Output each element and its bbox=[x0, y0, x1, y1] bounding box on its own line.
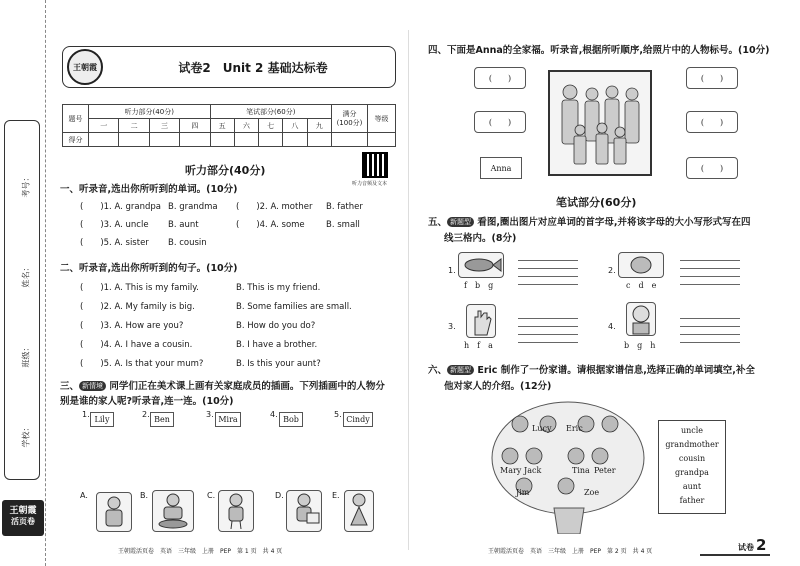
q3-name-1[interactable]: Lily bbox=[90, 412, 114, 427]
tree-lucy: Lucy bbox=[532, 424, 552, 433]
score-cell[interactable] bbox=[210, 133, 234, 147]
boy-icon bbox=[219, 491, 253, 531]
hand-icon bbox=[467, 305, 495, 337]
q2-title: 二、听录音,选出你所听到的句子。(10分) bbox=[60, 263, 238, 274]
q2-item-4b: B. I have a brother. bbox=[236, 340, 318, 350]
family-photo bbox=[548, 70, 652, 176]
q5-num-4: 4. bbox=[608, 322, 616, 331]
q2-item-3b: B. How do you do? bbox=[236, 321, 316, 331]
listening-col: 听力部分(40分) bbox=[89, 105, 211, 119]
q6-prefix: 六、 bbox=[428, 365, 448, 376]
q5-letters-2[interactable]: c d e bbox=[626, 281, 657, 290]
q5-lines-3[interactable] bbox=[518, 314, 578, 346]
q3-name-5[interactable]: Cindy bbox=[343, 412, 373, 427]
q1-item-5a: ( )5. A. sister bbox=[80, 238, 149, 248]
q1-item-4a: ( )4. A. some bbox=[236, 220, 305, 230]
exam-tag-label: 试卷 bbox=[738, 543, 754, 552]
col-8: 八 bbox=[283, 119, 307, 133]
q5-num-2: 2. bbox=[608, 266, 616, 275]
score-cell[interactable] bbox=[234, 133, 258, 147]
man-with-sign-icon bbox=[287, 491, 321, 531]
tree-tina: Tina bbox=[572, 466, 590, 475]
q3-num-1: 1. bbox=[82, 410, 90, 419]
word-bank bbox=[658, 420, 726, 514]
q5-lines-1[interactable] bbox=[518, 256, 578, 288]
q5-lines-2[interactable] bbox=[680, 256, 740, 288]
q3-title-1: 同学们正在美术课上画有关家庭成员的插画。下列插画中的人物分 bbox=[109, 381, 385, 392]
q1-item-1a: ( )1. A. grandpa bbox=[80, 202, 161, 212]
q3-name-2[interactable]: Ben bbox=[150, 412, 174, 427]
q2-item-1a: ( )1. A. This is my family. bbox=[80, 283, 199, 293]
family-tree bbox=[488, 398, 646, 534]
girl-icon bbox=[345, 491, 373, 531]
score-cell[interactable] bbox=[283, 133, 307, 147]
q5-title bbox=[428, 216, 751, 230]
total-col: 满分 (100分) bbox=[332, 105, 368, 133]
q1-item-5b: B. cousin bbox=[168, 238, 207, 248]
q3-pic-c-label: C. bbox=[207, 491, 216, 500]
grandmother-icon bbox=[627, 303, 655, 335]
q3-prefix: 三、 bbox=[60, 381, 80, 392]
word-uncle[interactable]: uncle bbox=[680, 426, 704, 435]
col-2: 二 bbox=[119, 119, 149, 133]
exam-tag-number: 2 bbox=[756, 536, 767, 554]
score-cell[interactable] bbox=[149, 133, 179, 147]
q6-title bbox=[428, 364, 755, 378]
q4-title: 四、下面是Anna的全家福。听录音,根据所听顺序,给照片中的人物标号。(10分) bbox=[428, 45, 770, 56]
tree-eric: Eric bbox=[566, 424, 583, 433]
q5-pic-grandma bbox=[626, 302, 656, 336]
q4-blank-2[interactable]: ( ) bbox=[474, 111, 526, 133]
q3-pic-d-label: D. bbox=[275, 491, 284, 500]
col-9: 九 bbox=[307, 119, 331, 133]
person-icon bbox=[97, 493, 131, 531]
q3-pic-e-label: E. bbox=[332, 491, 340, 500]
q6-title-1: Eric 制作了一份家谱。请根据家谱信息,选择正确的单词填空,补全 bbox=[477, 365, 755, 376]
q3-pic-c[interactable] bbox=[218, 490, 254, 532]
word-cousin[interactable]: cousin bbox=[678, 454, 706, 463]
grade-col: 等级 bbox=[368, 105, 396, 133]
qr-caption: 听力音频及文本 bbox=[352, 181, 388, 187]
q5-title-1: 看图,圈出图片对应单词的首字母,并将该字母的大小写形式写在四 bbox=[477, 217, 751, 228]
writing-heading: 笔试部分(60分) bbox=[556, 196, 637, 209]
class-label: 班级： bbox=[21, 343, 31, 368]
tree-jim: Jim bbox=[516, 488, 530, 497]
q1-item-4b: B. small bbox=[326, 220, 360, 230]
tree-zoe: Zoe bbox=[584, 488, 600, 497]
score-cell[interactable] bbox=[89, 133, 119, 147]
q3-pic-b-label: B. bbox=[140, 491, 149, 500]
q3-name-3[interactable]: Mira bbox=[215, 412, 241, 427]
tree-mary: Mary bbox=[500, 466, 522, 475]
sidebar-logo bbox=[2, 500, 44, 536]
sidebar-logo-text: 王朝霞 bbox=[9, 506, 37, 516]
q3-num-4: 4. bbox=[270, 410, 278, 419]
q2-item-2a: ( )2. A. My family is big. bbox=[80, 302, 195, 312]
score-cell[interactable] bbox=[307, 133, 331, 147]
q1-item-3b: B. aunt bbox=[168, 220, 199, 230]
score-cell[interactable] bbox=[368, 133, 396, 147]
score-cell[interactable] bbox=[180, 133, 210, 147]
q1-item-3a: ( )3. A. uncle bbox=[80, 220, 149, 230]
q5-letters-1[interactable]: f b g bbox=[464, 281, 494, 290]
q2-item-3a: ( )3. A. How are you? bbox=[80, 321, 184, 331]
score-cell[interactable] bbox=[119, 133, 149, 147]
cooking-person-icon bbox=[153, 491, 193, 531]
word-aunt[interactable]: aunt bbox=[682, 482, 702, 491]
q3-title bbox=[60, 380, 400, 394]
col-7: 七 bbox=[259, 119, 283, 133]
q2-item-5a: ( )5. A. Is that your mum? bbox=[80, 359, 204, 369]
col-1: 一 bbox=[89, 119, 119, 133]
page-title: 试卷2 Unit 2 基础达标卷 bbox=[178, 61, 328, 75]
q5-title-2: 线三格内。(8分) bbox=[444, 233, 517, 244]
q5-badge: 新题型 bbox=[447, 217, 474, 227]
score-cell[interactable] bbox=[259, 133, 283, 147]
q4-blank-5[interactable]: ( ) bbox=[686, 157, 738, 179]
col-6: 六 bbox=[234, 119, 258, 133]
score-label: 得分 bbox=[63, 133, 89, 147]
q3-pic-e[interactable] bbox=[344, 490, 374, 532]
footer-left: 王朝霞活页卷 英语 三年级 上册 PEP 第 1 页 共 4 页 bbox=[118, 548, 283, 555]
q5-num-3: 3. bbox=[448, 322, 456, 331]
word-grandpa[interactable]: grandpa bbox=[675, 468, 709, 477]
qr-code[interactable] bbox=[362, 152, 388, 178]
q3-num-3: 3. bbox=[206, 410, 214, 419]
q5-pic-hand bbox=[466, 304, 496, 338]
q3-name-4[interactable]: Bob bbox=[279, 412, 303, 427]
col-5: 五 bbox=[210, 119, 234, 133]
q5-prefix: 五、 bbox=[428, 217, 448, 228]
q1-title: 一、听录音,选出你所听到的单词。(10分) bbox=[60, 184, 238, 195]
q2-item-4a: ( )4. A. I have a cousin. bbox=[80, 340, 193, 350]
q4-blank-3[interactable]: ( ) bbox=[686, 67, 738, 89]
q6-title-2: 他对家人的介绍。(12分) bbox=[444, 381, 552, 392]
q2-item-5b: B. Is this your aunt? bbox=[236, 359, 321, 369]
q3-pic-d[interactable] bbox=[286, 490, 322, 532]
q2-item-1b: B. This is my friend. bbox=[236, 283, 321, 293]
exam-tag bbox=[700, 536, 770, 556]
q3-num-2: 2. bbox=[142, 410, 150, 419]
score-table bbox=[62, 104, 396, 147]
q5-pic-fish bbox=[458, 252, 504, 278]
name-label: 姓名： bbox=[21, 263, 31, 288]
q1-item-2a: ( )2. A. mother bbox=[236, 202, 313, 212]
sidebar-logo-sub: 活页卷 bbox=[11, 517, 35, 526]
school-label: 学校： bbox=[21, 423, 31, 448]
q4-anna-label: Anna bbox=[480, 157, 522, 179]
q5-num-1: 1. bbox=[448, 266, 456, 275]
title-bar bbox=[62, 46, 396, 88]
q1-item-1b: B. grandma bbox=[168, 202, 218, 212]
word-father[interactable]: father bbox=[679, 496, 705, 505]
q5-letters-4[interactable]: b g h bbox=[624, 341, 656, 350]
q1-item-2b: B. father bbox=[326, 202, 363, 212]
family-photo-icon bbox=[550, 72, 650, 174]
score-cell[interactable] bbox=[332, 133, 368, 147]
q5-lines-4[interactable] bbox=[680, 314, 740, 346]
q3-pic-a[interactable] bbox=[96, 492, 132, 532]
col-4: 四 bbox=[180, 119, 210, 133]
fish-icon bbox=[459, 253, 503, 277]
egg-icon bbox=[619, 253, 663, 277]
exam-no-label: 考号： bbox=[21, 173, 31, 198]
q3-title-2: 别是谁的家人呢?听录音,连一连。(10分) bbox=[60, 396, 234, 407]
q4-blank-4[interactable]: ( ) bbox=[686, 111, 738, 133]
writing-col: 笔试部分(60分) bbox=[210, 105, 332, 119]
footer-right: 王朝霞活页卷 英语 三年级 上册 PEP 第 2 页 共 4 页 bbox=[488, 548, 653, 555]
q3-pic-b[interactable] bbox=[152, 490, 194, 532]
tree-peter: Peter bbox=[594, 466, 616, 475]
q5-pic-egg bbox=[618, 252, 664, 278]
col-3: 三 bbox=[149, 119, 179, 133]
binding-sidebar bbox=[0, 0, 46, 566]
q6-badge: 新题型 bbox=[447, 365, 474, 375]
header-logo: 王朝霞 bbox=[67, 49, 103, 85]
word-grandmother[interactable]: grandmother bbox=[665, 440, 719, 449]
row-header: 题号 bbox=[63, 105, 89, 133]
q3-badge: 新情境 bbox=[79, 381, 106, 391]
listening-heading: 听力部分(40分) bbox=[185, 164, 266, 177]
q4-blank-1[interactable]: ( ) bbox=[474, 67, 526, 89]
q3-num-5: 5. bbox=[334, 410, 342, 419]
center-fold bbox=[408, 30, 409, 550]
q5-letters-3[interactable]: h f a bbox=[464, 341, 493, 350]
q3-pic-a-label: A. bbox=[80, 491, 88, 500]
q2-item-2b: B. Some families are small. bbox=[236, 302, 352, 312]
tree-jack: Jack bbox=[524, 466, 542, 475]
